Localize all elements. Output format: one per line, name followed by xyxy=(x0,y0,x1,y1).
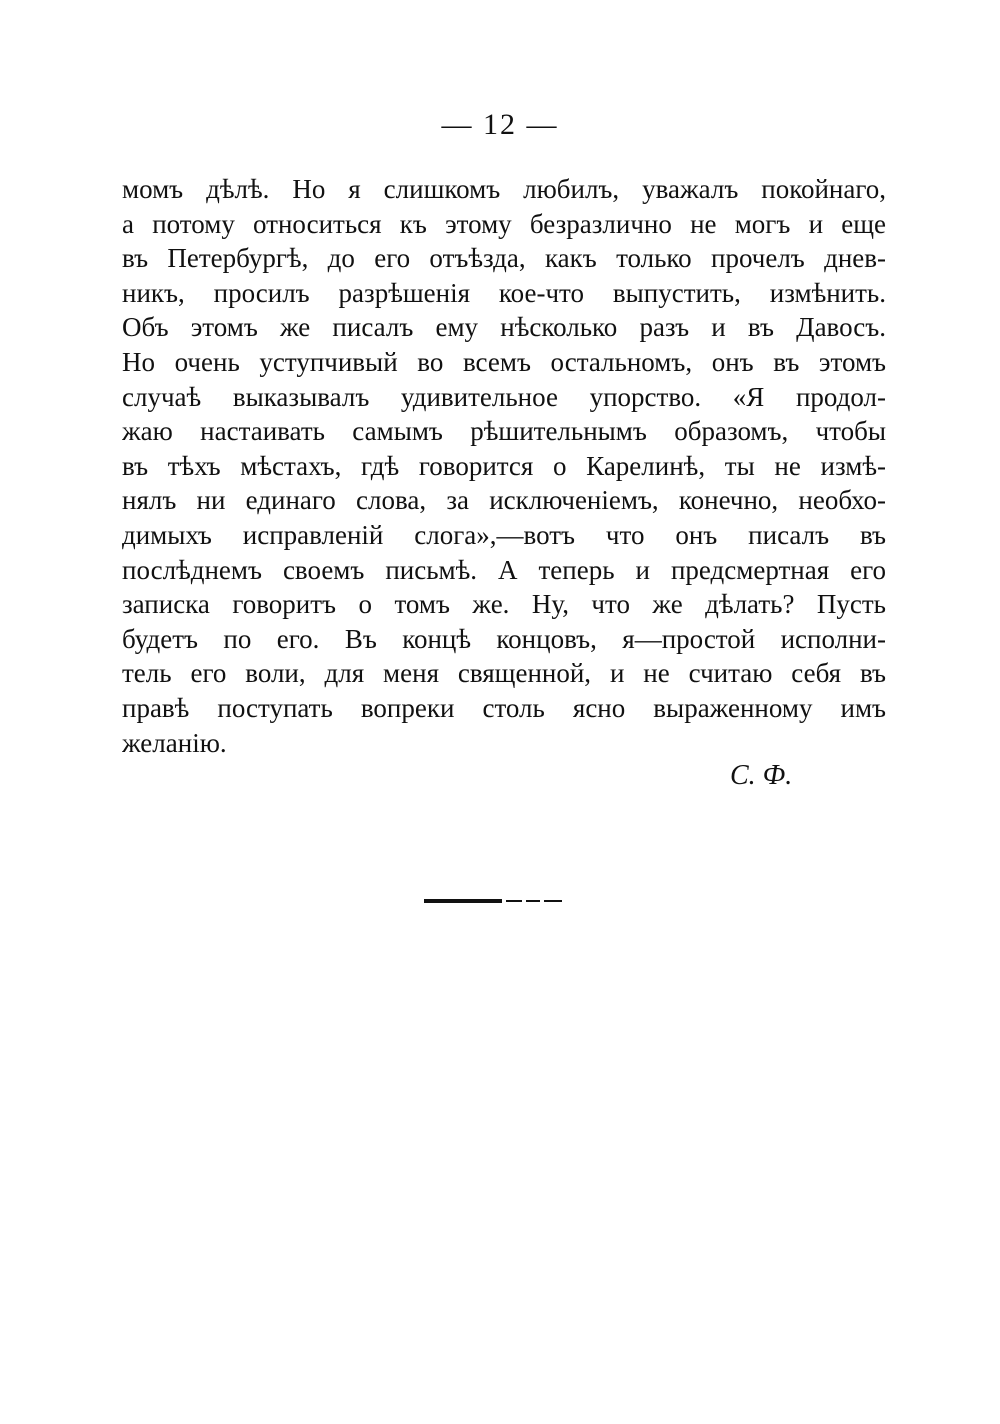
text-line: въ Петербургѣ, до его отъѣзда, какъ только прочелъ днев- xyxy=(122,243,886,274)
page-number: — 12 — xyxy=(441,108,559,141)
text-line: будетъ по его. Въ концѣ концовъ, я—простой исполни- xyxy=(122,623,886,654)
text-line: послѣднемъ своемъ письмѣ. А теперь и предсмертная его xyxy=(122,554,886,585)
text-line: случаѣ выказывалъ удивительное упорство. «Я продол- xyxy=(122,381,886,412)
text-line: желанію. xyxy=(122,727,227,758)
text-line: записка говоритъ о томъ же. Ну, что же дѣлать? Пусть xyxy=(122,589,886,620)
text-line: а потому относиться къ этому безразлично не могъ и еще xyxy=(122,208,886,239)
end-ornament xyxy=(424,897,562,905)
text-line: момъ дѣлѣ. Но я слишкомъ любилъ, уважалъ покойнаго, xyxy=(122,174,886,204)
text-line: Объ этомъ же писалъ ему нѣсколько разъ и въ Давосъ. xyxy=(122,312,886,343)
text-line: димыхъ исправленій слога»,—вотъ что онъ писалъ въ xyxy=(122,519,886,550)
ornament-dash xyxy=(544,900,562,902)
text-line: жаю настаивать самымъ рѣшительнымъ образомъ, чтобы xyxy=(122,416,886,447)
ornament-dash xyxy=(526,900,540,902)
text-line: Но очень уступчивый во всемъ остальномъ, онъ въ этомъ xyxy=(122,346,886,377)
ornament-dash xyxy=(506,900,522,902)
body-text xyxy=(122,172,886,760)
ornament-thick-rule xyxy=(424,899,502,903)
text-line: никъ, просилъ разрѣшенія кое-что выпустить, измѣнить. xyxy=(122,277,886,308)
text-line: правѣ поступать вопреки столь ясно выраженному имъ xyxy=(122,692,886,723)
text-line: въ тѣхъ мѣстахъ, гдѣ говорится о Карелинѣ, ты не измѣ- xyxy=(122,450,886,481)
text-line: нялъ ни единаго слова, за исключеніемъ, конечно, необхо- xyxy=(122,485,886,516)
signature: С. Ф. xyxy=(730,760,793,791)
text-line: тель его воли, для меня священной, и не считаю себя въ xyxy=(122,658,886,689)
